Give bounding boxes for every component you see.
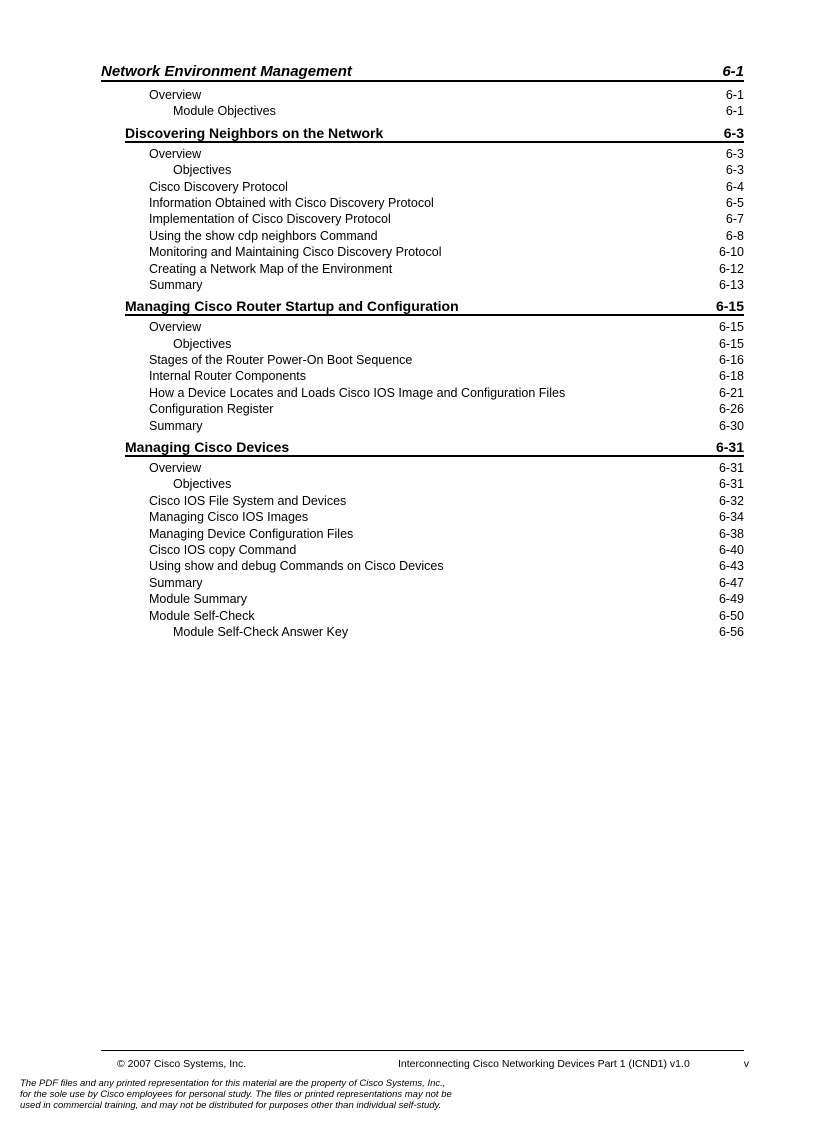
- section-title: Managing Cisco Devices: [125, 439, 290, 456]
- toc-entry-label: How a Device Locates and Loads Cisco IOS Image and Configuration Files: [149, 385, 566, 400]
- toc-entry[interactable]: [125, 352, 744, 368]
- toc-entry-page: 6-38: [718, 526, 744, 541]
- toc-entry-label: Internal Router Components: [149, 369, 307, 384]
- section-header[interactable]: [125, 437, 744, 457]
- toc-entry[interactable]: [125, 493, 744, 509]
- toc-entry-label: Module Objectives: [173, 104, 276, 119]
- toc-entry-label: Module Self-Check Answer Key: [173, 624, 349, 639]
- toc-entry[interactable]: [125, 608, 744, 624]
- toc-entry-page: 6-16: [718, 353, 744, 368]
- toc-entry-label: Cisco IOS copy Command: [149, 542, 297, 557]
- toc-entry-label: Objectives: [173, 477, 232, 492]
- module-title: Network Environment Management: [101, 63, 352, 80]
- toc-entry-label: Stages of the Router Power-On Boot Sequence: [149, 353, 413, 368]
- toc-entry[interactable]: [125, 146, 744, 162]
- disclaimer-line: for the sole use by Cisco employees for personal study. The files or printed representations may not be: [20, 1089, 452, 1100]
- toc-sections: [125, 123, 744, 641]
- toc-entry-label: Overview: [149, 88, 202, 102]
- toc-section: [125, 437, 744, 640]
- toc-entry-page: 6-31: [718, 461, 744, 476]
- toc-entry[interactable]: [125, 244, 744, 260]
- toc-entry-label: Implementation of Cisco Discovery Protocol: [149, 212, 391, 227]
- toc-entry[interactable]: [125, 261, 744, 277]
- toc-entry[interactable]: [125, 228, 744, 244]
- toc-entry-page: 6-21: [718, 385, 744, 400]
- toc-entry-label: Overview: [149, 461, 202, 476]
- toc-entry[interactable]: [125, 542, 744, 558]
- toc-entry[interactable]: [125, 385, 744, 401]
- toc-entry-page: 6-3: [725, 163, 744, 178]
- module-title-row: [101, 60, 744, 82]
- toc-entry-page: 6-18: [718, 369, 744, 384]
- toc-entry[interactable]: [125, 558, 744, 574]
- toc-entry-page: 6-50: [718, 608, 744, 623]
- toc-entry-label: Monitoring and Maintaining Cisco Discovery Protocol: [149, 245, 442, 260]
- toc-entry-page: 6-15: [718, 336, 744, 351]
- footer-copyright: © 2007 Cisco Systems, Inc.: [117, 1058, 247, 1070]
- toc-entry-label: Summary: [149, 575, 203, 590]
- toc-entry-label: Using show and debug Commands on Cisco Devices: [149, 559, 444, 574]
- toc-entry-label: Module Self-Check: [149, 608, 255, 623]
- toc-entry-label: Overview: [149, 146, 202, 161]
- toc-entry-page: 6-32: [718, 493, 744, 508]
- toc-entry[interactable]: [125, 103, 744, 119]
- toc-entry[interactable]: [125, 624, 744, 640]
- toc-entry-label: Objectives: [173, 336, 232, 351]
- toc-entry[interactable]: [125, 526, 744, 542]
- toc-entry-page: 6-12: [718, 261, 744, 276]
- toc-entry-page: 6-30: [718, 418, 744, 433]
- toc-entry-label: Cisco Discovery Protocol: [149, 179, 288, 194]
- toc-entry-page: 6-3: [725, 146, 744, 161]
- toc-entry[interactable]: [125, 591, 744, 607]
- disclaimer-line: The PDF files and any printed representation for this material are the property of Cisco Systems, Inc.,: [20, 1078, 446, 1089]
- toc-entry[interactable]: [125, 277, 744, 293]
- toc-entry[interactable]: [125, 336, 744, 352]
- toc-entry[interactable]: [125, 460, 744, 476]
- toc-entry-label: Cisco IOS File System and Devices: [149, 493, 347, 508]
- table-of-contents: [125, 87, 744, 640]
- toc-entry[interactable]: [125, 368, 744, 384]
- toc-entry[interactable]: [125, 319, 744, 335]
- toc-entry-label: Creating a Network Map of the Environment: [149, 261, 393, 276]
- toc-entry-label: Overview: [149, 320, 202, 335]
- section-page: 6-3: [723, 124, 744, 141]
- toc-entry-label: Module Summary: [149, 592, 247, 607]
- module-page: 6-1: [722, 63, 744, 80]
- toc-entry[interactable]: [125, 418, 744, 434]
- toc-entry[interactable]: [125, 509, 744, 525]
- toc-entry-label: Information Obtained with Cisco Discovery Protocol: [149, 195, 434, 210]
- section-page: 6-31: [715, 439, 744, 456]
- toc-entry-page: 6-4: [725, 179, 744, 194]
- toc-entry[interactable]: [125, 162, 744, 178]
- footer: [117, 1058, 749, 1070]
- toc-entry-page: 6-43: [718, 559, 744, 574]
- footer-rule: [101, 1050, 744, 1051]
- toc-entry-page: 6-1: [725, 88, 744, 102]
- toc-section: [125, 296, 744, 434]
- toc-entry-page: 6-31: [718, 477, 744, 492]
- toc-entry[interactable]: [125, 575, 744, 591]
- toc-entry-page: 6-7: [725, 212, 744, 227]
- intro-entries: [125, 87, 744, 120]
- section-title: Managing Cisco Router Startup and Configuration: [125, 298, 459, 315]
- toc-entry-page: 6-13: [718, 277, 744, 292]
- toc-entry-page: 6-56: [718, 624, 744, 639]
- toc-entry-label: Summary: [149, 277, 203, 292]
- toc-entry-label: Managing Cisco IOS Images: [149, 510, 309, 525]
- toc-entry[interactable]: [125, 195, 744, 211]
- toc-entry[interactable]: [125, 401, 744, 417]
- toc-entry-page: 6-1: [725, 104, 744, 119]
- disclaimer-line: used in commercial training, and may not be distributed for purposes other than individual self-study.: [20, 1100, 442, 1111]
- section-header[interactable]: [125, 123, 744, 143]
- toc-entry-page: 6-40: [718, 542, 744, 557]
- toc-entry-label: Using the show cdp neighbors Command: [149, 228, 378, 243]
- toc-entry-page: 6-47: [718, 575, 744, 590]
- toc-entry[interactable]: [125, 179, 744, 195]
- section-page: 6-15: [715, 298, 744, 315]
- disclaimer: [20, 1078, 580, 1111]
- toc-entry-label: Configuration Register: [149, 402, 274, 417]
- toc-entry-page: 6-34: [718, 510, 744, 525]
- toc-entry-page: 6-49: [718, 592, 744, 607]
- section-title: Discovering Neighbors on the Network: [125, 124, 384, 141]
- toc-entry-label: Managing Device Configuration Files: [149, 526, 354, 541]
- toc-entry-page: 6-26: [718, 402, 744, 417]
- footer-course: Interconnecting Cisco Networking Devices Part 1 (ICND1) v1.0: [398, 1058, 690, 1070]
- toc-entry-label: Summary: [149, 418, 203, 433]
- toc-entry-page: 6-5: [725, 195, 744, 210]
- toc-entry-label: Objectives: [173, 163, 232, 178]
- toc-entry-page: 6-15: [718, 320, 744, 335]
- toc-entry-page: 6-8: [725, 228, 744, 243]
- toc-entry[interactable]: [125, 87, 744, 103]
- footer-page-number: v: [743, 1058, 749, 1070]
- toc-section: [125, 123, 744, 294]
- toc-entry[interactable]: [125, 476, 744, 492]
- toc-entry[interactable]: [125, 211, 744, 227]
- toc-entry-page: 6-10: [718, 245, 744, 260]
- section-header[interactable]: [125, 296, 744, 316]
